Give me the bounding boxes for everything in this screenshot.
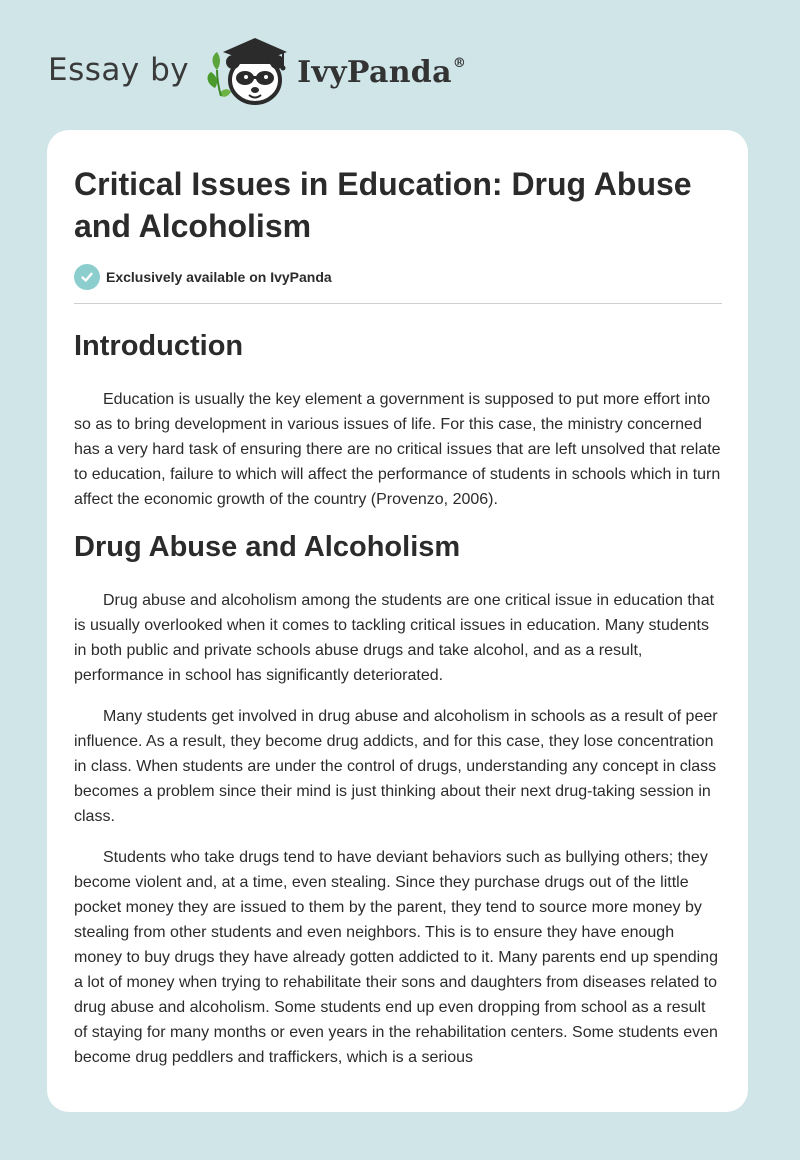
page-title: Critical Issues in Education: Drug Abuse and Alcoholism: [74, 166, 692, 244]
section-heading-drug-abuse: Drug Abuse and Alcoholism: [74, 531, 461, 563]
paragraph: Education is usually the key element a government is supposed to put more effort into so as to bring development in various issues of life. For this case, the ministry concerned has a very hard task of ensuring there are no critical issues that are left unsolved that relate to education, failure to which will affect the performance of students in schools which in turn affect the economic growth of the country (Provenzo, 2006).: [74, 391, 721, 508]
brand-text: IvyPanda: [297, 54, 452, 90]
brand-name[interactable]: [297, 55, 466, 90]
panda-logo-icon[interactable]: [203, 30, 295, 110]
site-header: [48, 30, 466, 110]
registered-mark: ®: [452, 55, 467, 71]
title-divider: [74, 303, 722, 304]
check-icon: [74, 264, 100, 290]
article-card: [47, 130, 748, 1112]
paragraph: Many students get involved in drug abuse and alcoholism in schools as a result of peer influence. As a result, they become drug addicts, and for this case, they lose concentration in class. When students are under the control of drugs, understanding any concept in class becomes a problem since their mind is just thinking about their next drug-taking session in class.: [74, 708, 718, 825]
paragraph: Drug abuse and alcoholism among the students are one critical issue in education that is usually overlooked when it comes to tackling critical issues in education. Many students in both public and private schools abuse drugs and take alcohol, and as a result, performance in school has significantly deteriorated.: [74, 592, 715, 684]
section-heading-introduction: Introduction: [74, 330, 244, 362]
exclusive-badge: [74, 263, 722, 291]
essay-by-label: Essay by: [48, 52, 190, 88]
paragraph: Students who take drugs tend to have deviant behaviors such as bullying others; they become violent and, at a time, even stealing. Since they purchase drugs out of the little pocket money they are issued to them by the parent, they tend to source more money by stealing from other students and even neighbors. This is to ensure they have enough money to buy drugs they have already gotten addicted to it. Many parents end up spending a lot of money when trying to rehabilitate their sons and daughters from diseases related to drug abuse and alcoholism. Some students end up even dropping from school as a result of staying for many months or even years in the rehabilitation centers. Some students even become drug peddlers and traffickers, which is a serious: [74, 849, 718, 1066]
exclusive-badge-label: Exclusively available on IvyPanda: [106, 269, 332, 285]
